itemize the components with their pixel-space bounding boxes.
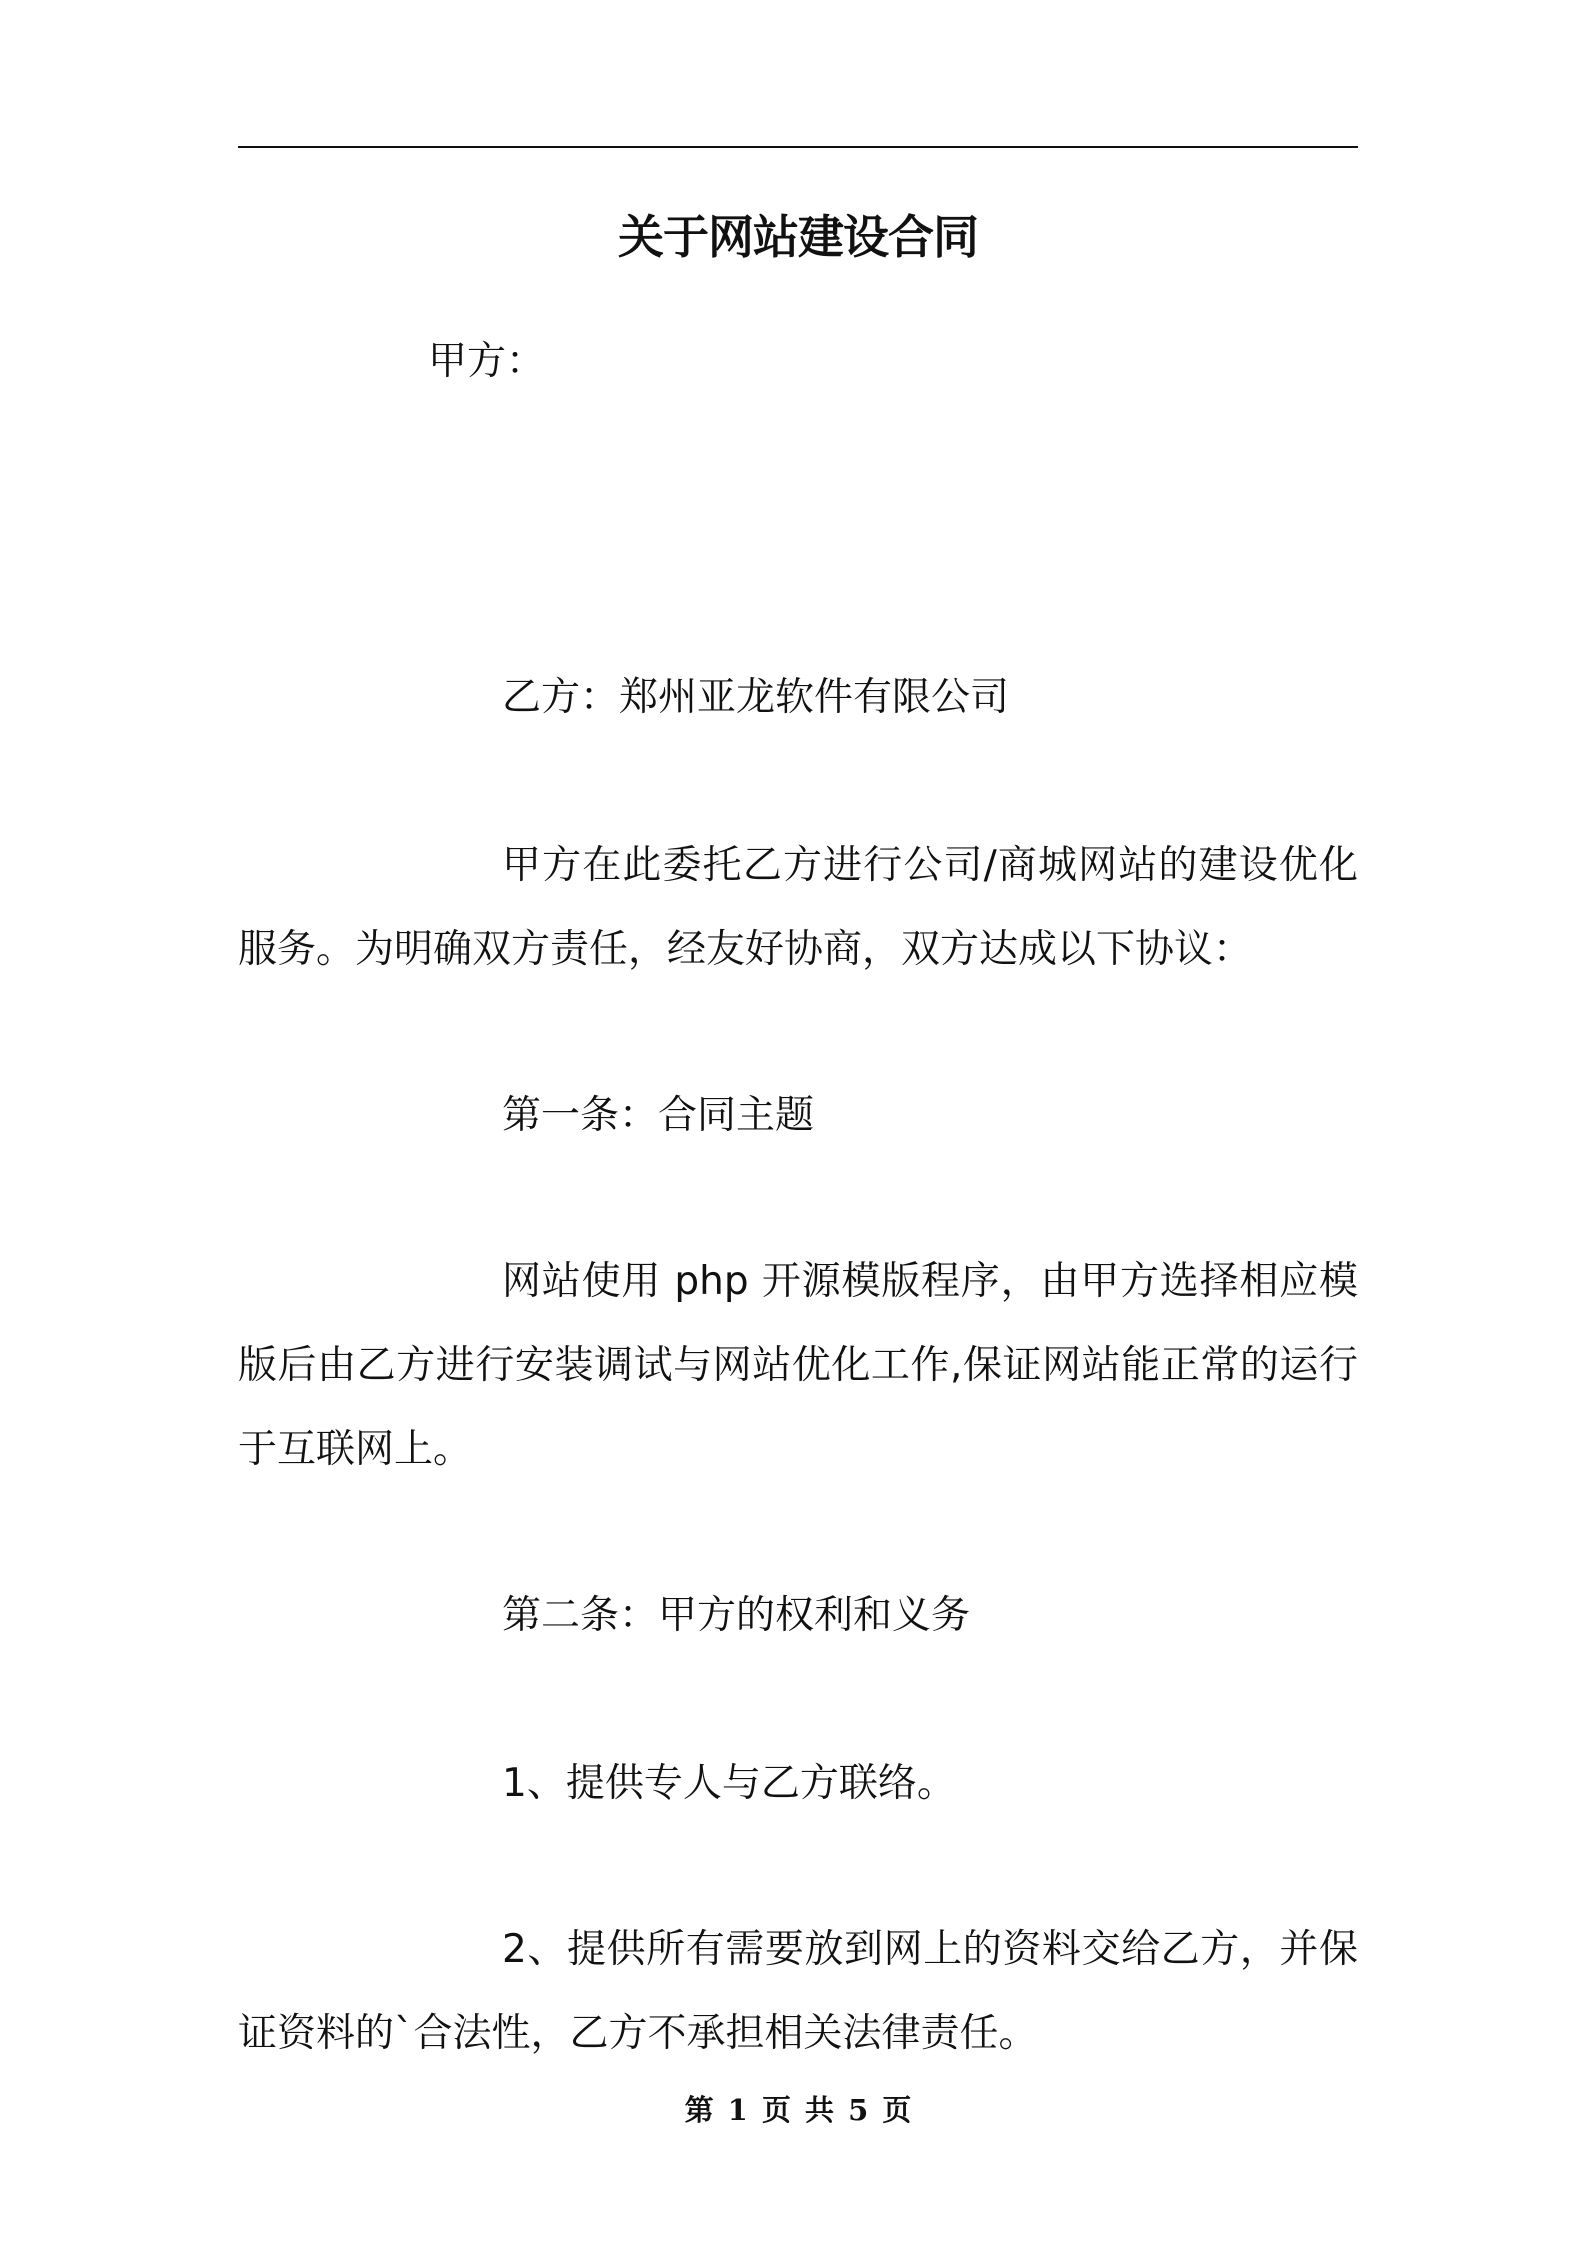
article-2-heading: 第二条：甲方的权利和义务 bbox=[502, 1593, 971, 1638]
intro-paragraph: 甲方在此委托乙方进行公司/商城网站的建设优化服务。为明确双方责任，经友好协商，双方达成以下协议： bbox=[238, 843, 1358, 972]
header-rule bbox=[238, 146, 1358, 148]
article-1-heading: 第一条：合同主题 bbox=[502, 1093, 815, 1138]
article-2-item-1: 1、提供专人与乙方联络。 bbox=[502, 1761, 956, 1806]
party-a-line: 甲方： bbox=[428, 339, 546, 384]
party-b-line: 乙方：郑州亚龙软件有限公司 bbox=[502, 675, 1010, 720]
document-title: 关于网站建设合同 bbox=[618, 210, 978, 264]
page-number-footer: 第 1 页 共 5 页 bbox=[684, 2093, 912, 2127]
article-1-body: 网站使用 php 开源模版程序，由甲方选择相应模版后由乙方进行安装调试与网站优化工作,保证网站能正常的运行于互联网上。 bbox=[238, 1259, 1358, 1472]
article-2-item-2: 2、提供所有需要放到网上的资料交给乙方，并保证资料的`合法性，乙方不承担相关法律责任。 bbox=[238, 1927, 1358, 2056]
